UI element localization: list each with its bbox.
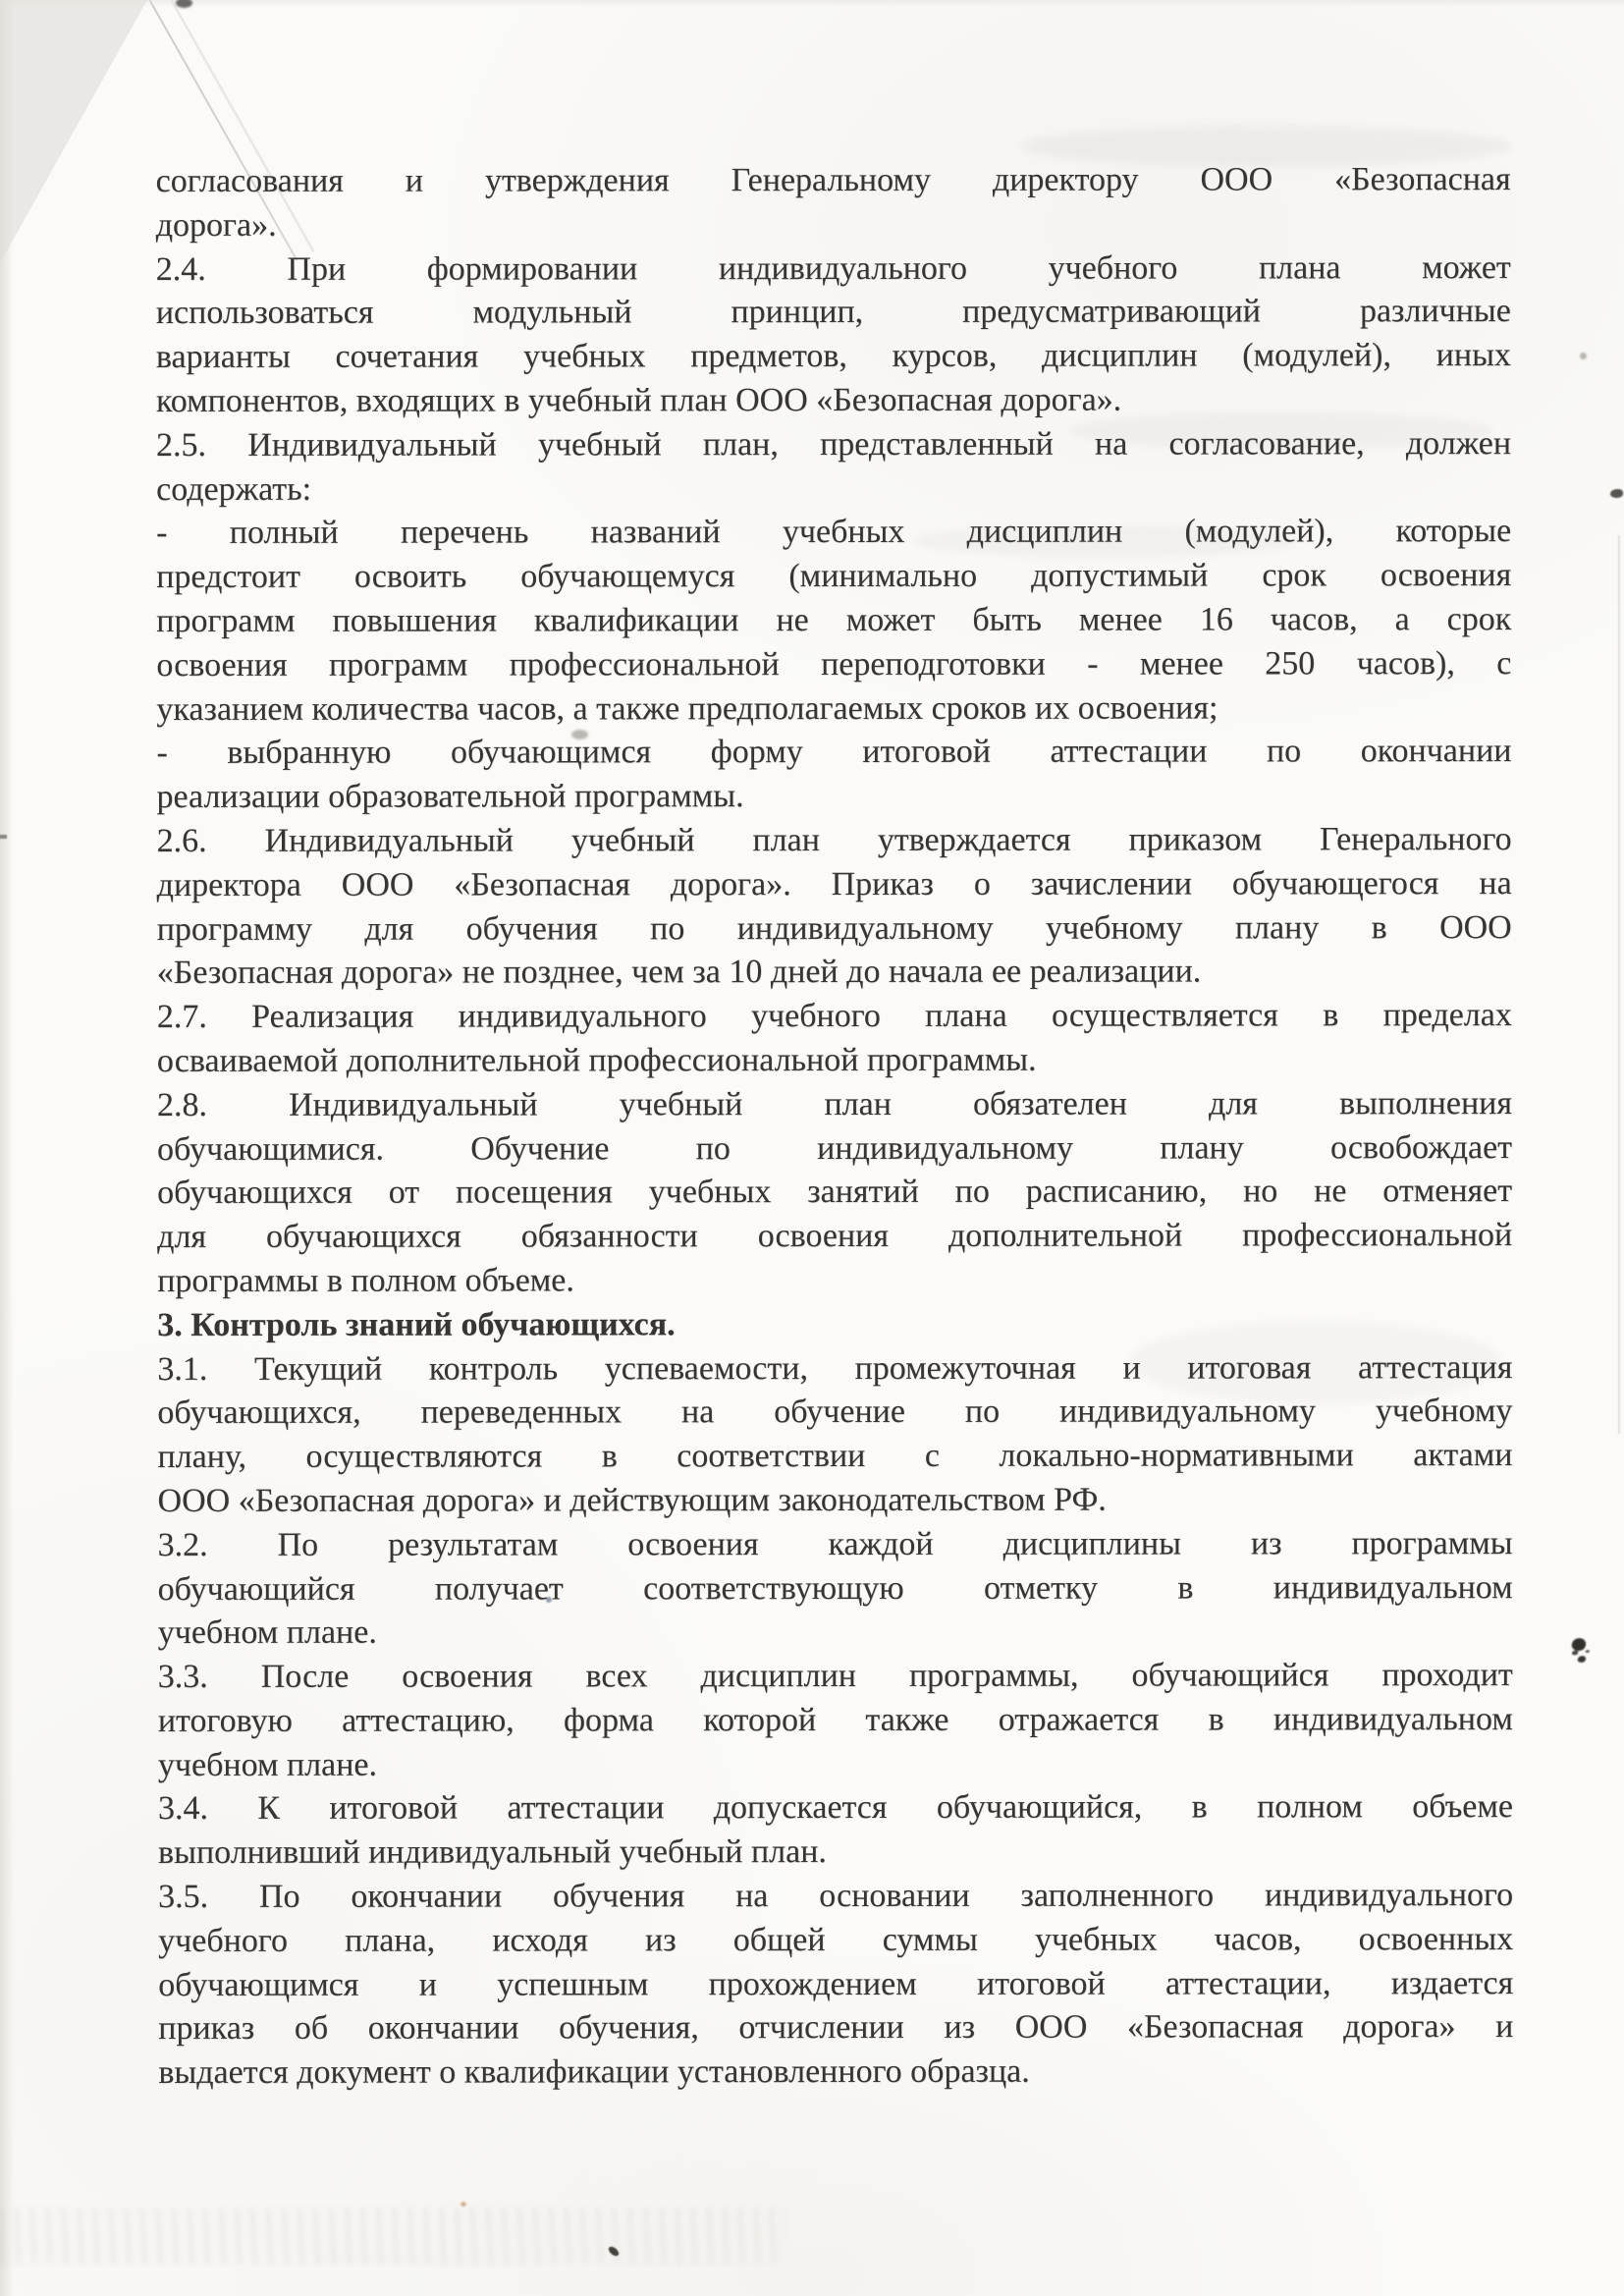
text-line: 2.6. Индивидуальный учебный план утверждается приказом Генерального [156,820,1512,859]
text-line: обучающийся получает соответствующую отметку в индивидуальном [157,1568,1513,1608]
paragraph [157,1346,1512,1524]
warm-speck [460,2202,466,2207]
text-line: согласования и утверждения Генеральному директору ООО «Безопасная [155,161,1511,199]
text-line: выполнивший индивидуальный учебный план. [158,1833,827,1872]
section-heading [157,1302,1512,1348]
text-line: дорога». [155,206,277,244]
text-line: компонентов, входящих в учебный план ООО «Безопасная дорога». [155,381,1122,419]
text-line: обучающихся, переведенных на обучение по индивидуальному учебному [157,1393,1513,1432]
ink-speck-left-edge [0,835,7,839]
paragraph [157,818,1512,996]
ink-speck-right-margin [1610,489,1623,498]
text-line: реализации образовательной программы. [156,778,744,816]
text-line: - полный перечень названий учебных дисциплин (модулей), которые [156,513,1512,552]
paragraph [158,1522,1513,1656]
ink-speck-right-dot [1580,353,1587,359]
text-line: «Безопасная дорога» не позднее, чем за 10 дней до начала ее реализации. [156,953,1202,992]
paper-top-edge-shadow [0,0,1624,7]
text-line: для обучающихся обязанности освоения дополнительной профессиональной [157,1217,1513,1256]
text-line: программы в полном объеме. [157,1262,574,1299]
text-line: осваиваемой дополнительной профессиональной программы. [156,1041,1037,1079]
text-line: 3.2. По результатам освоения каждой дисциплины из программы [157,1524,1513,1563]
text-line: директора ООО «Безопасная дорога». Приказ о зачислении обучающегося на [156,864,1512,903]
paragraph [158,1786,1513,1877]
text-line: обучающихся от посещения учебных занятий по расписанию, но не отменяет [157,1173,1513,1212]
text-line: ООО «Безопасная дорога» и действующим законодательством РФ. [157,1481,1107,1519]
document-text [156,158,1514,2096]
text-line: варианты сочетания учебных предметов, курсов, дисциплин (модулей), иных [155,337,1511,376]
text-line: 3.4. К итоговой аттестации допускается обучающийся, в полном объеме [157,1788,1513,1828]
paragraph [156,158,1511,248]
text-line: плану, осуществляются в соответствии с локально-нормативными актами [157,1437,1513,1476]
paragraph [156,510,1511,732]
text-line: 2.7. Реализация индивидуального учебного плана осуществляется в пределах [156,997,1512,1036]
text-line: учебного плана, исходя из общей суммы учебных часов, освоенных [158,1920,1514,1959]
text-line: обучающимся и успешным прохождением итоговой аттестации, издается [158,1964,1514,2003]
text-line: предстоит освоить обучающемуся (минимально допустимый срок освоения [156,557,1512,596]
ink-blot-right-margin [1571,1637,1587,1653]
text-line: содержать: [156,470,312,508]
text-line: освоения программ профессиональной переподготовки - менее 250 часов), с [156,644,1512,683]
text-line: учебном плане. [157,1746,378,1783]
text-line: - выбранную обучающимся форму итоговой аттестации по окончании [156,733,1512,772]
paragraph [157,1082,1512,1304]
text-line: учебном плане. [157,1613,377,1652]
text-line: выдается документ о квалификации установленного образца. [158,2052,1030,2092]
paragraph [158,1874,1513,2096]
text-line: 2.8. Индивидуальный учебный план обязателен для выполнения [156,1084,1512,1123]
paper-right-edge-line [1618,535,1620,1434]
bottom-scan-noise [0,2208,785,2265]
folded-corner [0,0,147,263]
text-line: использоваться модульный принцип, предусматривающий различные [155,293,1511,332]
text-line: 2.4. При формировании индивидуального учебного плана может [155,248,1511,288]
text-line: 2.5. Индивидуальный учебный план, представленный на согласование, должен [156,424,1512,464]
text-line: указанием количества часов, а также предполагаемых сроков их освоения; [156,689,1218,728]
paragraph [156,730,1511,820]
text-line: 3.5. По окончании обучения на основании заполненного индивидуального [158,1877,1514,1916]
paragraph [158,1654,1513,1787]
paragraph [156,246,1511,424]
text-line: 3. Контроль знаний обучающихся. [157,1305,676,1343]
text-line: программ повышения квалификации не может быть менее 16 часов, а срок [156,601,1512,639]
text-line: обучающимися. Обучение по индивидуальному плану освобождает [157,1128,1513,1168]
paragraph [156,422,1511,513]
text-line: 3.1. Текущий контроль успеваемости, промежуточная и итоговая аттестация [157,1348,1513,1388]
text-line: программу для обучения по индивидуальному учебному плану в ООО [156,908,1512,948]
paragraph [157,994,1512,1084]
text-line: 3.3. После освоения всех дисциплин программы, обучающийся проходит [157,1657,1513,1696]
text-line: итоговую аттестацию, форма которой также отражается в индивидуальном [157,1700,1513,1739]
paper-left-edge-shadow [0,0,14,2296]
text-line: приказ об окончании обучения, отчислении из ООО «Безопасная дорога» и [158,2008,1514,2048]
